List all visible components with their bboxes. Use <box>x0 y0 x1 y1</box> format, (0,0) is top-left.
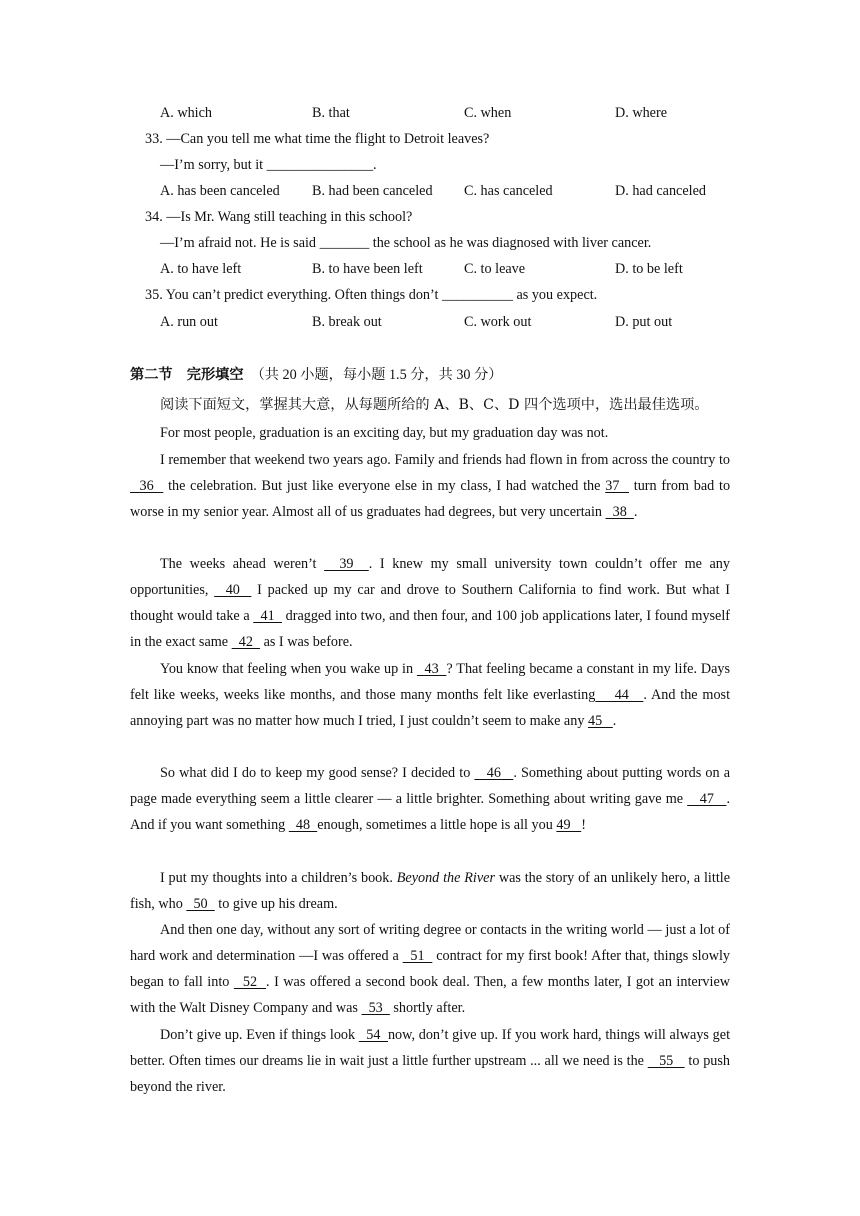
option-d: D. to be left <box>615 261 683 277</box>
blank-45: 45 <box>587 713 613 730</box>
passage-text: . I knew my small university town couldn’t offer me any opportunities, <box>130 556 730 599</box>
passage-text: to push beyond the river. <box>130 1053 731 1096</box>
question-stem: 35. You can’t predict everything. Often things don’t __________ as you expect. <box>145 287 598 303</box>
blank-44: 44 <box>595 687 644 704</box>
option-c: C. has canceled <box>464 183 553 199</box>
passage-paragraph-3 <box>130 551 730 655</box>
option-c: C. to leave <box>464 261 526 277</box>
passage-text: ! <box>581 817 586 834</box>
passage-text: . I was offered a second book deal. Then, a few months later, I got an interview with the Walt Disney Company and was <box>130 974 731 1017</box>
passage-paragraph-1 <box>130 420 730 446</box>
passage-text: I remember that weekend two years ago. Family and friends had flown in from across the country to <box>160 452 730 468</box>
passage-paragraph-2 <box>130 447 730 525</box>
passage-text: . Something about putting words on a page made everything seem a little clearer — a little brighter. Something about writing gave me <box>130 765 731 808</box>
passage-text: So what did I do to keep my good sense? I decided to <box>160 765 475 781</box>
blank-50: 50 <box>186 896 215 913</box>
passage-text: the celebration. But just like everyone else in my class, I had watched the <box>163 478 606 495</box>
option-c: C. when <box>464 105 512 121</box>
blank-43: 43 <box>416 661 447 677</box>
passage-text: was the story of an unlikely hero, a little fish, who <box>130 870 730 913</box>
passage-text: ? That feeling became a constant in my life. Days felt like weeks, weeks like months, and those many months felt like everlasting <box>130 661 731 704</box>
passage-text: Don’t give up. Even if things look <box>160 1027 359 1043</box>
blank-48: 48 <box>288 817 318 834</box>
passage-text: . And if you want something <box>130 791 730 834</box>
option-a: A. which <box>160 105 213 121</box>
passage-text: as I was before. <box>260 634 353 651</box>
blank-49: 49 <box>556 817 582 834</box>
question-reply: —I’m afraid not. He is said _______ the school as he was diagnosed with liver cancer. <box>160 235 652 251</box>
option-a: A. run out <box>160 314 218 330</box>
blank-38: 38 <box>605 504 634 521</box>
option-d: D. where <box>615 105 667 121</box>
blank-47: 47 <box>687 791 727 808</box>
passage-text: The weeks ahead weren’t <box>160 556 325 572</box>
blank-52: 52 <box>233 974 267 991</box>
blank-54: 54 <box>358 1027 388 1043</box>
passage-paragraph-4 <box>130 656 730 734</box>
option-d: D. had canceled <box>615 183 706 199</box>
section-note: （共 20 小题，每小题 1.5 分，共 30 分） <box>250 367 503 383</box>
passage-text: I put my thoughts into a children’s book. <box>160 870 397 886</box>
option-b: B. to have been left <box>312 261 423 277</box>
option-b: B. break out <box>312 314 382 330</box>
section-title: 第二节 完形填空 <box>130 367 244 383</box>
passage-text: . And the most annoying part was no matter how much I tried, I just couldn’t seem to make any <box>130 687 731 730</box>
option-b: B. had been canceled <box>312 183 433 199</box>
passage-paragraph-7 <box>130 917 730 1021</box>
passage-text: And then one day, without any sort of writing degree or contacts in the writing world — just a lot of hard work and determination —I was offered a <box>130 922 730 965</box>
option-c: C. work out <box>464 314 532 330</box>
passage-text: now, don’t give up. If you work hard, things will always get better. Often times our dreams lie in wait just a little further upstream ... all we need is the <box>130 1027 731 1070</box>
passage-text: For most people, graduation is an exciting day, but my graduation day was not. <box>160 425 609 441</box>
question-stem: 34. —Is Mr. Wang still teaching in this school? <box>145 209 413 225</box>
option-d: D. put out <box>615 314 673 330</box>
passage-text: . <box>612 713 617 730</box>
blank-36: 36 <box>130 478 164 495</box>
blank-42: 42 <box>231 634 261 651</box>
section-heading <box>130 366 502 384</box>
passage-text: enough, sometimes a little hope is all you <box>317 817 557 834</box>
passage-text: . <box>633 504 638 521</box>
blank-41: 41 <box>253 608 282 625</box>
passage-text: contract for my first book! After that, things slowly began to fall into <box>130 948 730 991</box>
passage-paragraph-5 <box>130 760 730 838</box>
blank-51: 51 <box>402 948 433 965</box>
passage-text: dragged into two, and then four, and 100 job applications later, I found myself in the exact same <box>130 608 731 651</box>
passage-paragraph-6 <box>130 865 730 917</box>
blank-39: 39 <box>324 556 369 572</box>
passage-text: I packed up my car and drove to Southern California to find work. But what I thought would take a <box>130 582 731 625</box>
question-reply: —I’m sorry, but it _______________. <box>160 157 377 173</box>
blank-55: 55 <box>647 1053 685 1070</box>
passage-text: You know that feeling when you wake up in <box>160 661 417 677</box>
option-a: A. has been canceled <box>160 183 280 199</box>
section-instruction: 阅读下面短文，掌握其大意，从每题所给的 A、B、C、D 四个选项中，选出最佳选项。 <box>160 397 709 413</box>
book-title: Beyond the River <box>396 870 495 886</box>
blank-40: 40 <box>214 582 252 599</box>
blank-37: 37 <box>605 478 629 495</box>
option-a: A. to have left <box>160 261 242 277</box>
question-stem: 33. —Can you tell me what time the flight to Detroit leaves? <box>145 131 490 147</box>
passage-text: shortly after. <box>389 1000 466 1017</box>
passage-paragraph-8 <box>130 1022 730 1100</box>
blank-46: 46 <box>474 765 514 781</box>
passage-text: to give up his dream. <box>214 896 338 913</box>
passage-text: turn from bad to worse in my senior year. Almost all of us graduates had degrees, but very uncertain <box>130 478 731 521</box>
blank-53: 53 <box>361 1000 390 1017</box>
option-b: B. that <box>312 105 350 121</box>
